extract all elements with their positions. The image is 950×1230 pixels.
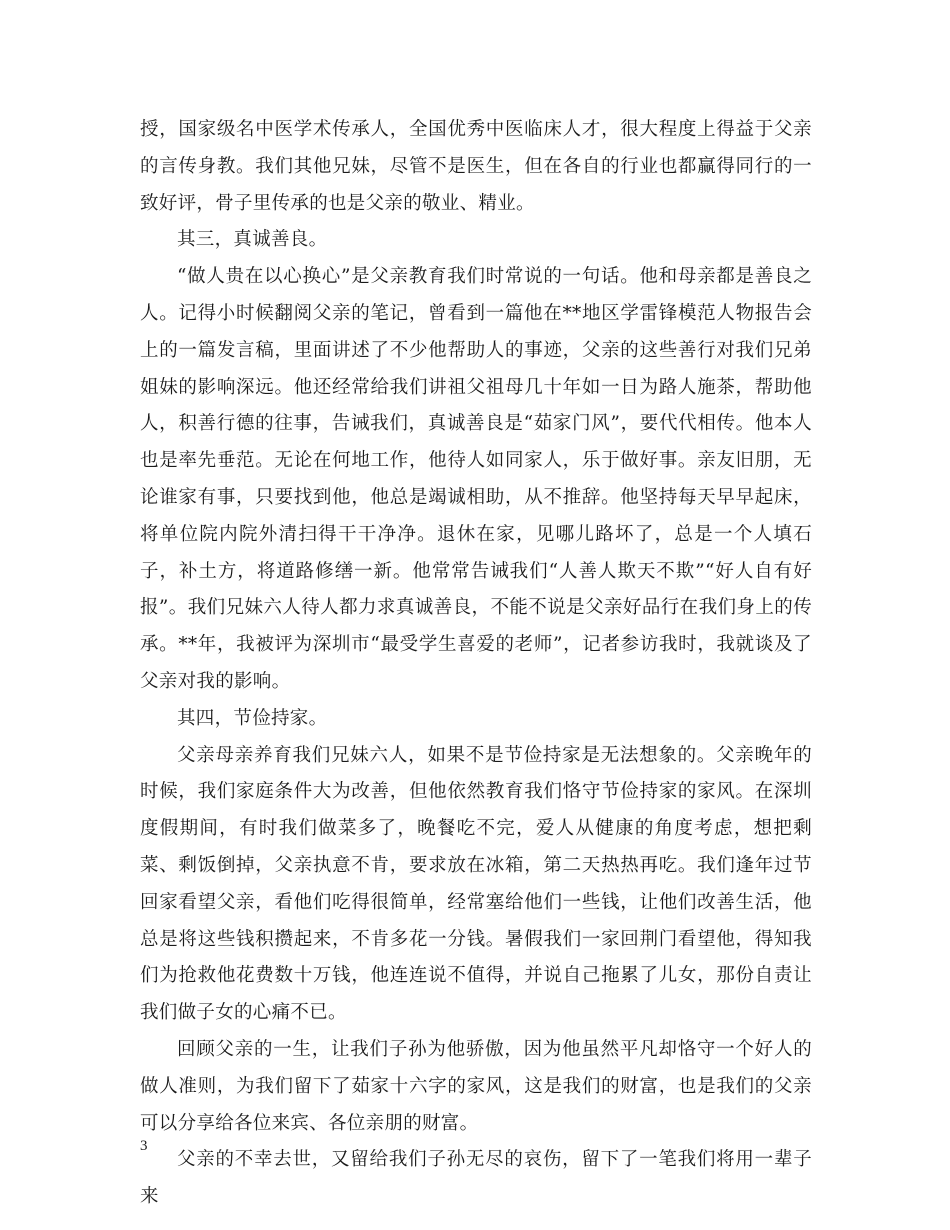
paragraph-reflection: 回顾父亲的一生，让我们子孙为他骄傲，因为他虽然平凡却恪守一个好人的做人准则，为我们留下了茹家十六字的家风，这是我们的财富，也是我们的父亲可以分享给各位来宾、各位亲朋的财富。 bbox=[140, 1038, 812, 1134]
paragraph-frugality: 父亲母亲养育我们兄妹六人，如果不是节俭持家是无法想象的。父亲晚年的时候，我们家庭条件大为改善，但他依然教育我们恪守节俭持家的家风。在深圳度假期间，有时我们做菜多了，晚餐吃不完，爱人从健康的角度考虑，想把剩菜、剩饭倒掉，父亲执意不肯，要求放在冰箱，第二天热热再吃。我们逢年过节回家看望父亲，看他们吃得很简单，经常塞给他们一些钱，让他们改善生活，他总是将这些钱积攒起来，不肯多花一分钱。暑假我们一家回荆门看望他，得知我们为抢救他花费数十万钱，他连连说不值得，并说自己拖累了儿女，那份自责让我们做子女的心痛不已。 bbox=[140, 744, 812, 1024]
paragraph-closing: 父亲的不幸去世，又留给我们子孙无尽的哀伤，留下了一笔我们将用一辈子来 bbox=[140, 1149, 812, 1208]
section-heading-frugality: 其四，节俭持家。 bbox=[177, 707, 328, 729]
section-heading-sincere-kindness: 其三，真诚善良。 bbox=[177, 229, 328, 251]
paragraph-continuation: 授，国家级名中医学术传承人，全国优秀中医临床人才，很大程度上得益于父亲的言传身教。我们其他兄妹，尽管不是医生，但在各自的行业也都赢得同行的一致好评，骨子里传承的也是父亲的敬业、精业。 bbox=[140, 119, 812, 214]
paragraph-kindness: “做人贵在以心换心”是父亲教育我们时常说的一句话。他和母亲都是善良之人。记得小时候翻阅父亲的笔记，曾看到一篇他在**地区学雷锋模范人物报告会上的一篇发言稿，里面讲述了不少他帮助人的事迹，父亲的这些善行对我们兄弟姐妹的影响深远。他还经常给我们讲祖父祖母几十年如一日为路人施茶，帮助他人，积善行德的往事，告诫我们，真诚善良是“茹家门风”，要代代相传。他本人也是率先垂范。无论在何地工作，他待人如同家人，乐于做好事。亲友旧朋，无论谁家有事，只要找到他，他总是竭诚相助，从不推辞。他坚持每天早早起床，将单位院内院外清扫得干干净净。退休在家，见哪儿路坏了，总是一个人填石子，补土方，将道路修缮一新。他常常告诫我们“人善人欺天不欺”“好人自有好报”。我们兄妹六人待人都力求真诚善良，不能不说是父亲好品行在我们身上的传承。**年，我被评为深圳市“最受学生喜爱的老师”，记者参访我时，我就谈及了父亲对我的影响。 bbox=[140, 266, 812, 692]
body-text bbox=[140, 112, 812, 1216]
page-number: 3 bbox=[140, 1138, 148, 1154]
